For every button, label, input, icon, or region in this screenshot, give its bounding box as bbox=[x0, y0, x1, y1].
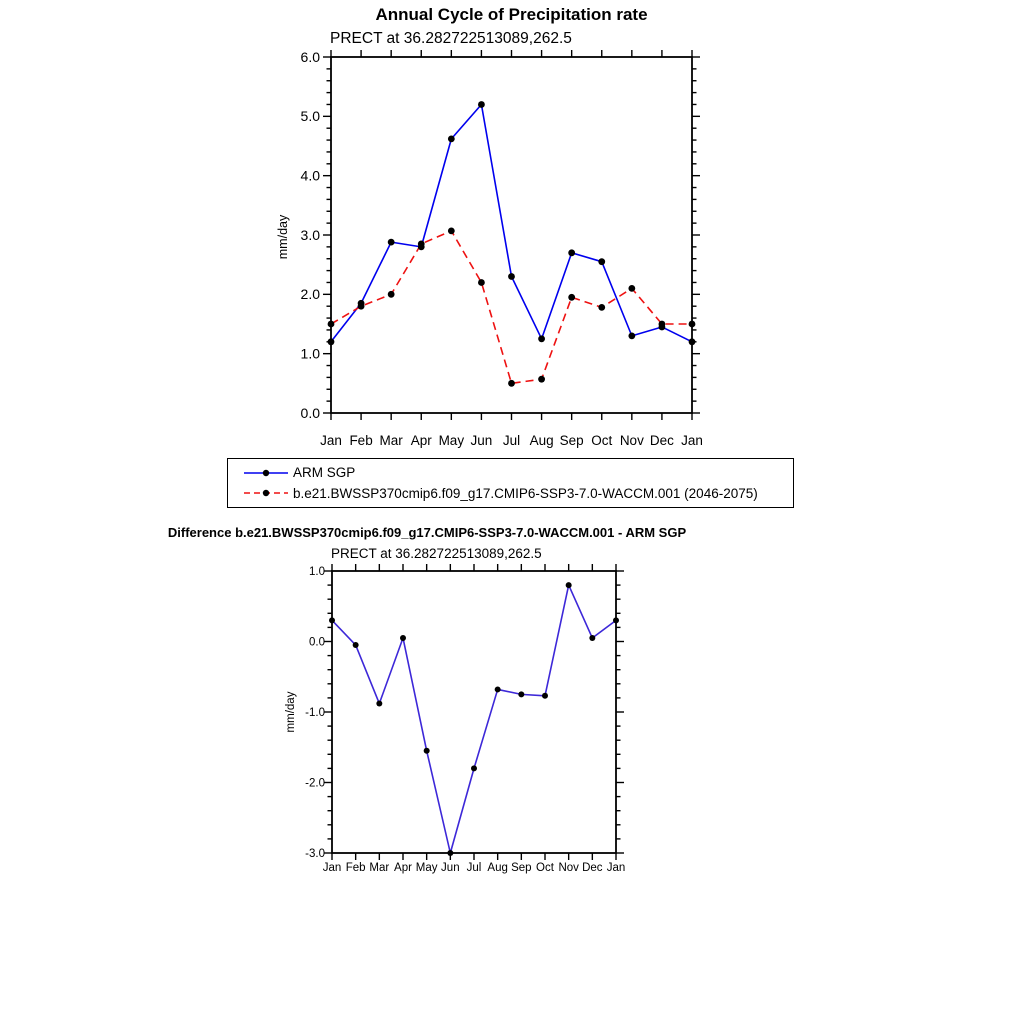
legend-line-sample-dashed bbox=[242, 486, 290, 500]
svg-text:Dec: Dec bbox=[582, 862, 603, 874]
legend-label-arm-sgp: ARM SGP bbox=[293, 464, 356, 480]
svg-text:Jan: Jan bbox=[322, 862, 342, 874]
legend-row-model bbox=[242, 486, 793, 500]
svg-text:Jan: Jan bbox=[320, 433, 342, 448]
svg-text:Mar: Mar bbox=[379, 433, 403, 448]
svg-text:Sep: Sep bbox=[511, 862, 532, 874]
svg-text:Jun: Jun bbox=[470, 433, 493, 448]
svg-text:Aug: Aug bbox=[487, 862, 508, 874]
svg-text:May: May bbox=[415, 862, 438, 874]
svg-text:-2.0: -2.0 bbox=[305, 777, 325, 790]
legend-box bbox=[227, 458, 794, 508]
svg-text:Nov: Nov bbox=[558, 862, 579, 874]
svg-text:Jan: Jan bbox=[681, 433, 703, 448]
difference-chart-y-axis-label: mm/day bbox=[285, 691, 297, 733]
svg-text:4.0: 4.0 bbox=[300, 167, 320, 184]
legend-row-arm-sgp bbox=[242, 466, 793, 480]
legend-line-sample-solid bbox=[242, 466, 290, 480]
svg-text:0.0: 0.0 bbox=[300, 404, 320, 421]
svg-text:Dec: Dec bbox=[649, 433, 674, 448]
svg-text:1.0: 1.0 bbox=[309, 566, 325, 579]
svg-text:Nov: Nov bbox=[619, 433, 644, 448]
svg-text:Feb: Feb bbox=[345, 862, 366, 874]
svg-text:Feb: Feb bbox=[349, 433, 373, 448]
svg-text:0.0: 0.0 bbox=[309, 636, 325, 649]
svg-text:Oct: Oct bbox=[591, 433, 613, 448]
page-title: Annual Cycle of Precipitation rate bbox=[375, 5, 648, 24]
svg-text:Oct: Oct bbox=[536, 862, 554, 874]
svg-text:5.0: 5.0 bbox=[300, 108, 320, 125]
svg-text:Jun: Jun bbox=[441, 862, 460, 874]
annual-cycle-plot bbox=[301, 49, 703, 448]
svg-text:Apr: Apr bbox=[394, 862, 412, 874]
difference-chart-subtitle: PRECT at 36.282722513089,262.5 bbox=[331, 546, 542, 561]
svg-text:6.0: 6.0 bbox=[300, 48, 320, 65]
svg-text:1.0: 1.0 bbox=[300, 345, 320, 362]
svg-text:Aug: Aug bbox=[529, 433, 554, 448]
difference-plot bbox=[305, 564, 625, 874]
difference-chart-title: Difference b.e21.BWSSP370cmip6.f09_g17.CMIP6-SSP3-7.0-WACCM.001 - ARM SGP bbox=[167, 525, 687, 540]
svg-text:May: May bbox=[438, 433, 465, 448]
svg-text:Jul: Jul bbox=[502, 433, 521, 448]
svg-text:Jan: Jan bbox=[606, 862, 626, 874]
svg-text:3.0: 3.0 bbox=[300, 226, 320, 243]
svg-text:Jul: Jul bbox=[466, 862, 482, 874]
top-chart-subtitle: PRECT at 36.282722513089,262.5 bbox=[330, 30, 572, 47]
svg-text:Apr: Apr bbox=[410, 433, 432, 448]
svg-text:Mar: Mar bbox=[369, 862, 390, 874]
top-chart-y-axis-label: mm/day bbox=[276, 214, 290, 260]
svg-text:-1.0: -1.0 bbox=[305, 707, 325, 720]
legend-label-model: b.e21.BWSSP370cmip6.f09_g17.CMIP6-SSP3-7.0-WACCM.001 (2046-2075) bbox=[293, 485, 758, 501]
svg-text:-3.0: -3.0 bbox=[305, 848, 325, 861]
svg-text:2.0: 2.0 bbox=[300, 286, 320, 303]
svg-text:Sep: Sep bbox=[559, 433, 584, 448]
